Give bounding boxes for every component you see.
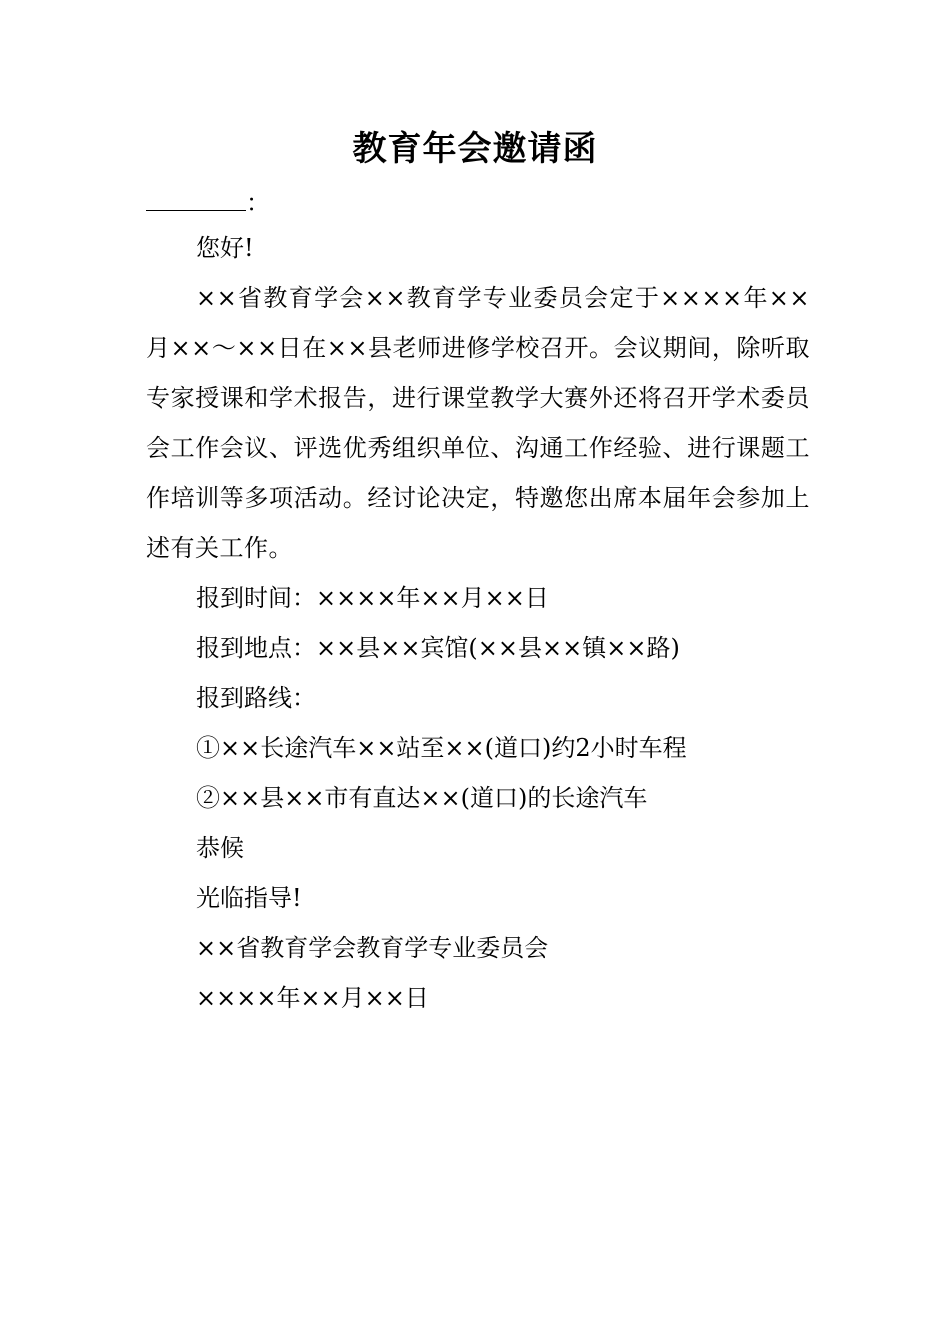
report-time: 报到时间：××××年××月××日 — [196, 584, 549, 612]
report-route-label: 报到路线： — [196, 684, 316, 712]
greeting: 您好! — [196, 234, 254, 262]
route-item-1: ①××长途汽车××站至××(道口)约2小时车程 — [196, 734, 687, 762]
closing-line-2: 光临指导! — [196, 884, 302, 912]
salutation-line — [146, 186, 270, 220]
closing-line-1: 恭候 — [196, 834, 244, 862]
route-item-2: ②××县××市有直达××(道口)的长途汽车 — [196, 784, 648, 812]
document-title: 教育年会邀请函 — [352, 129, 598, 169]
body-paragraph: ××省教育学会××教育学专业委员会定于××××年××月××～××日在××县老师进修学校召开。会议期间，除听取专家授课和学术报告，进行课堂教学大赛外还将召开学术委员会工作会议、评选优秀组织单位、沟通工作经验、进行课题工作培训等多项活动。经讨论决定，特邀您出席本届年会参加上述有关工作。 — [146, 284, 810, 562]
signature-date: ××××年××月××日 — [196, 984, 429, 1012]
report-place: 报到地点：××县××宾馆(××县××镇××路) — [196, 634, 680, 662]
salutation-colon: ： — [246, 189, 270, 217]
signature-organization: ××省教育学会教育学专业委员会 — [196, 934, 549, 962]
recipient-blank — [146, 188, 246, 211]
